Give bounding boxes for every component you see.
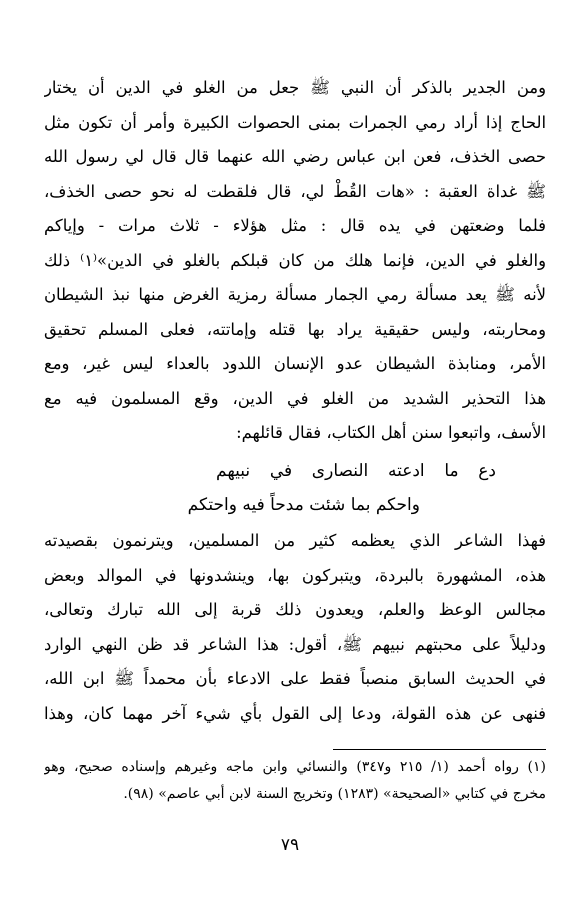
text-line: ﷺ غداة العقبة : «هات القُطْ لي، قال فلقطت له نحو حصى الخذف، — [44, 181, 546, 201]
footnote-line: مخرج في كتابي «الصحيحة» (١٢٨٣) وتخريج السنة لابن أبي عاصم» (٩٨). — [123, 786, 546, 802]
text-line: ومحاربته، وليس حقيقية يراد بها قتله وإماتته، فعلى المسلم تحقيق — [44, 319, 546, 339]
page-number: ٧٩ — [280, 835, 300, 855]
text-line: مجالس الوعظ والعلم، ويعدون ذلك قربة إلى الله تبارك وتعالى، — [44, 600, 546, 619]
text-line: الأسف، واتبعوا سنن أهل الكتاب، فقال قائلهم: — [236, 423, 546, 442]
text-line: ودليلاً على محبتهم نبيهم ﷺ، أقول: هذا الشاعر قد ظن النهي الوارد — [44, 634, 546, 654]
text-line: هذه، المشهورة بالبردة، ويتبركون بها، وينشدونها في الموالد وبعض — [44, 565, 546, 585]
text-line: فنهى عن هذه القولة، ودعا إلى القول بأي شيء آخر مهما كان، وهذا — [44, 703, 546, 723]
poem-verse-2: واحكم بما شئت مدحاً فيه واحتكم — [187, 495, 420, 515]
text-line: فلما وضعتهن في يده قال : مثل هؤلاء - ثلاث مرات - وإياكم — [44, 216, 546, 235]
text-line: والغلو في الدين، فإنما هلك من كان قبلكم بالغلو في الدين»⁽١⁾ ذلك — [44, 250, 546, 270]
text-line: لأنه ﷺ يعد مسألة رمي الجمار مسألة رمزية الغرض منها نبذ الشيطان — [44, 285, 546, 304]
footnote-line: (١) رواه أحمد (١/ ٢١٥ و٣٤٧) والنسائي وابن ماجه وغيرهم وإسناده صحيح، وهو — [44, 759, 546, 775]
main-paragraph-1 — [44, 71, 546, 451]
text-line: حصى الخذف، فعن ابن عباس رضي الله عنهما قال قال لي رسول الله — [44, 147, 546, 166]
footnote-divider — [333, 749, 546, 750]
text-line: ومن الجدير بالذكر أن النبي ﷺ جعل من الغلو في الدين أن يختار — [44, 78, 546, 97]
text-line: الحاج إذا أراد رمي الجمرات بمنى الحصوات الكبيرة وأمر أن تكون مثل — [44, 112, 546, 132]
text-line: في الحديث السابق منصباً فقط على الادعاء بأن محمداً ﷺ ابن الله، — [44, 669, 546, 688]
poem-verse-1: دع ما ادعته النصارى في نبيهم — [216, 461, 496, 481]
text-line: الأمر، ومنابذة الشيطان عدو الإنسان اللدود بالعداء ليس غير، ومع — [44, 354, 546, 373]
text-line: فهذا الشاعر الذي يعظمه كثير من المسلمين، ويترنمون بقصيدته — [44, 531, 546, 550]
main-paragraph-2 — [44, 524, 546, 731]
text-line: هذا التحذير الشديد من الغلو في الدين، وقع المسلمون فيه مع — [44, 388, 546, 408]
